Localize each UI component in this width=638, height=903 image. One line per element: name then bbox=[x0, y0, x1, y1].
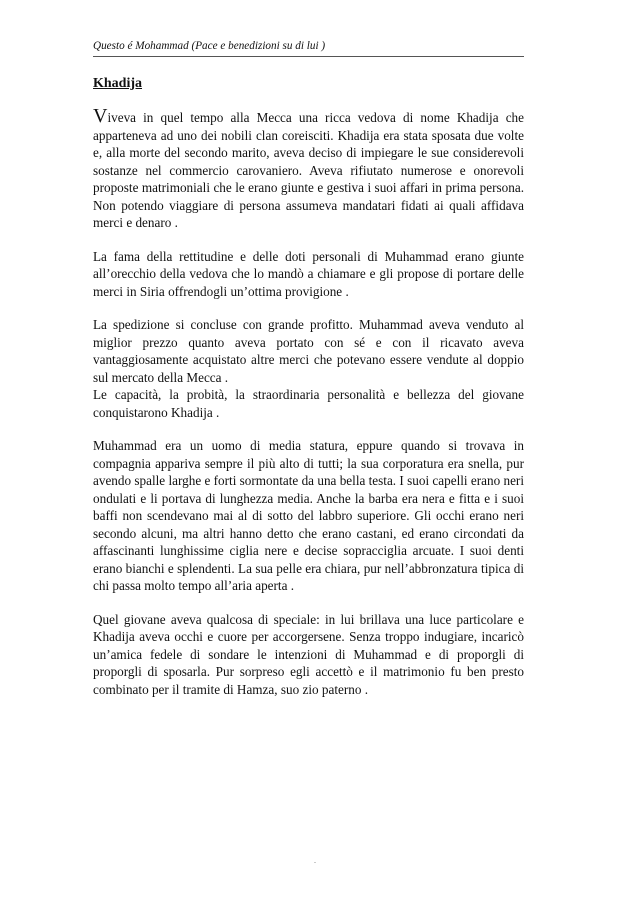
page-content bbox=[93, 74, 524, 698]
paragraph-5: Muhammad era un uomo di media statura, eppure quando si trovava in compagnia appariva sempre il più alto di tutti; la sua corporatura era snella, pur avendo spalle larghe e forti sormontate da una bella testa. I suoi capelli erano neri ondulati e li portava di lunghezza media. Anche la barba era nera e fitta e i suoi baffi non scendevano mai al di sotto del labbro superiore. Gli occhi erano neri secondo alcuni, ma altri hanno detto che erano castani, ed erano circondati da affascinanti lunghissime ciglia nere e decise sopracciglia arcuate. I suoi denti erano bianchi e splendenti. La sua pelle era chiara, pur nell’abbronzatura tipica di chi passa molto tempo all’aria aperta . bbox=[93, 438, 524, 593]
paragraph-1 bbox=[93, 105, 524, 232]
drop-cap: V bbox=[93, 105, 108, 127]
section-title: Khadija bbox=[93, 76, 143, 91]
paragraph-4: Le capacità, la probità, la straordinaria personalità e bellezza del giovane conquistarono Khadija . bbox=[93, 387, 524, 420]
page-header bbox=[93, 36, 524, 57]
paragraph-1-text: iveva in quel tempo alla Mecca una ricca vedova di nome Khadija che apparteneva ad uno dei nobili clan coreisciti. Khadija era stata sposata due volte e, alla morte del secondo marito, aveva deciso di impiegare le sue considerevoli sostanze nel commercio carovaniero. Aveva rifiutato numerose e onorevoli proposte matrimoniali che le erano giunte e gestiva i suoi affari in prima persona. Non potendo viaggiare di persona assumeva mandatari fidati ai quali affidava merci e denaro . bbox=[93, 110, 524, 230]
paragraph-3: La spedizione si concluse con grande profitto. Muhammad aveva venduto al miglior prezzo quanto aveva portato con sé e con il ricavato aveva vantaggiosamente acquistato altre merci che potevano essere vendute al doppio sul mercato della Mecca . bbox=[93, 317, 524, 385]
paragraph-2: La fama della rettitudine e delle doti personali di Muhammad erano giunte all’orecchio della vedova che lo mandò a chiamare e gli propose di portare delle merci in Siria offrendogli un’ottima provigione . bbox=[93, 248, 524, 299]
running-title: Questo é Mohammad (Pace e benedizioni su di lui ) bbox=[93, 40, 326, 52]
page-number-mark: . bbox=[314, 856, 316, 865]
paragraph-6: Quel giovane aveva qualcosa di speciale: in lui brillava una luce particolare e Khadija aveva occhi e cuore per accorgersene. Senza troppo indugiare, incaricò un’amica fedele di sondare le intenzioni di Muhammad e di proporgli di proporgli di sposarla. Pur sorpreso egli accettò e il matrimonio fu ben presto combinato per il tramite di Hamza, suo zio paterno . bbox=[93, 611, 524, 697]
